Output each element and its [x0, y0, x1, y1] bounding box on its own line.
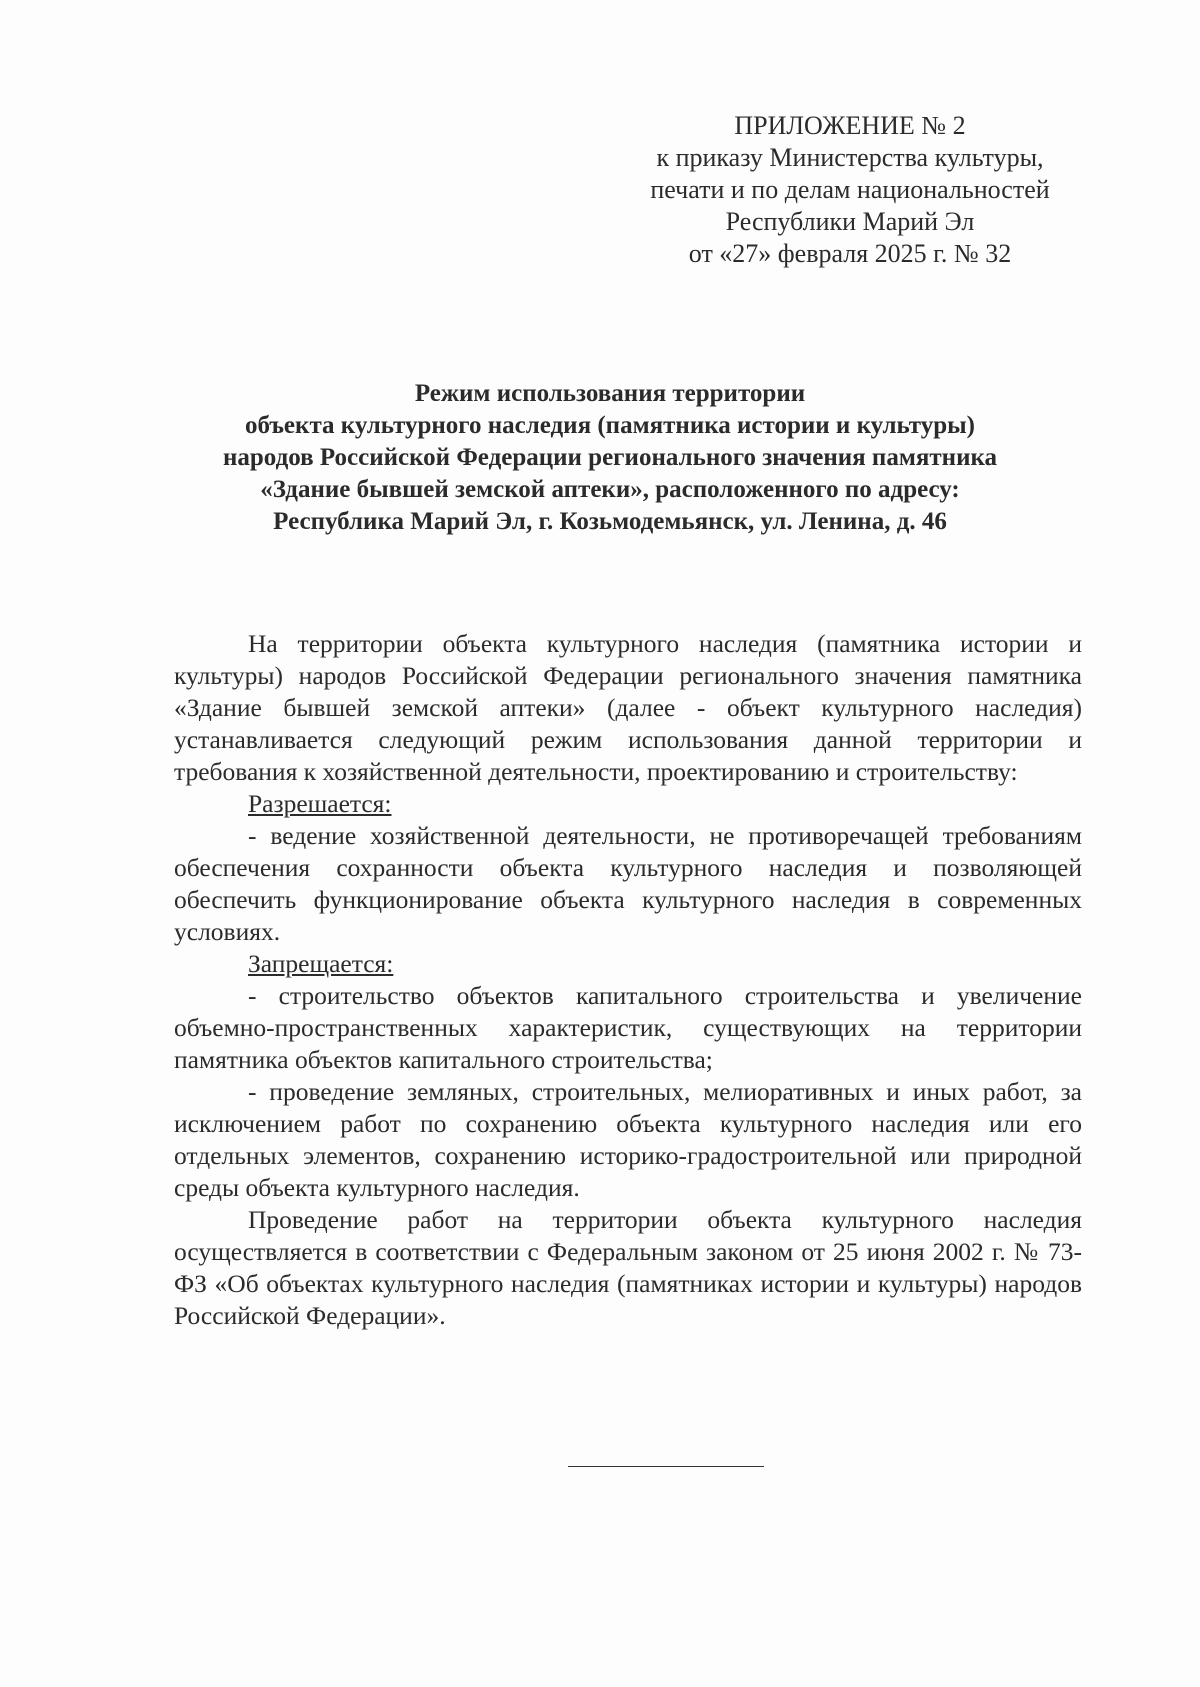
forbidden-item: - проведение земляных, строительных, мелиоративных и иных работ, за исключением работ по сохранению объекта культурного наследия или его отдельных элементов, сохранению историко-градостроительной или природной среды объекта культурного наследия. [174, 1077, 1082, 1202]
document-body [174, 628, 1082, 1332]
closing-paragraph: Проведение работ на территории объекта культурного наследия осуществляется в соответствии с Федеральным законом от 25 июня 2002 г. № 73-ФЗ «Об объектах культурного наследия (памятниках истории и культуры) народов Российской Федерации». [174, 1205, 1082, 1330]
appendix-header [610, 110, 1090, 270]
forbidden-heading [174, 948, 1082, 980]
forbidden-heading-text: Запрещается: [248, 949, 394, 978]
forbidden-item: - строительство объектов капитального строительства и увеличение объемно-пространственных характеристик, существующих на территории памятника объектов капитального строительства; [174, 981, 1082, 1074]
appendix-order-ministry-cont: печати и по делам национальностей [650, 175, 1050, 204]
appendix-order-date: от «27» февраля 2025 г. № 32 [688, 239, 1012, 268]
appendix-order-ministry: к приказу Министерства культуры, [656, 143, 1044, 172]
title-line-5: Республика Марий Эл, г. Козьмодемьянск, ул. Ленина, д. 46 [273, 508, 947, 535]
closing-divider [568, 1466, 764, 1467]
title-line-1: Режим использования территории [414, 380, 806, 407]
allowed-item: - ведение хозяйственной деятельности, не противоречащей требованиям обеспечения сохранности объекта культурного наследия и позволяющей обеспечить функционирование объекта культурного наследия в современных условиях. [174, 821, 1082, 946]
title-line-3: народов Российской Федерации регионального значения памятника [223, 444, 997, 471]
title-line-4: «Здание бывшей земской аптеки», расположенного по адресу: [260, 476, 960, 503]
title-line-2: объекта культурного наследия (памятника истории и культуры) [244, 412, 975, 439]
appendix-order-republic: Республики Марий Эл [725, 207, 975, 236]
allowed-heading-text: Разрешается: [248, 789, 392, 818]
allowed-heading [174, 788, 1082, 820]
document-title [150, 378, 1070, 538]
appendix-number: ПРИЛОЖЕНИЕ № 2 [734, 111, 966, 140]
intro-paragraph: На территории объекта культурного наследия (памятника истории и культуры) народов Российской Федерации регионального значения памятника «Здание бывшей земской аптеки» (далее - объект культурного наследия) устанавливается следующий режим использования данной территории и требования к хозяйственной деятельности, проектированию и строительству: [174, 629, 1082, 786]
